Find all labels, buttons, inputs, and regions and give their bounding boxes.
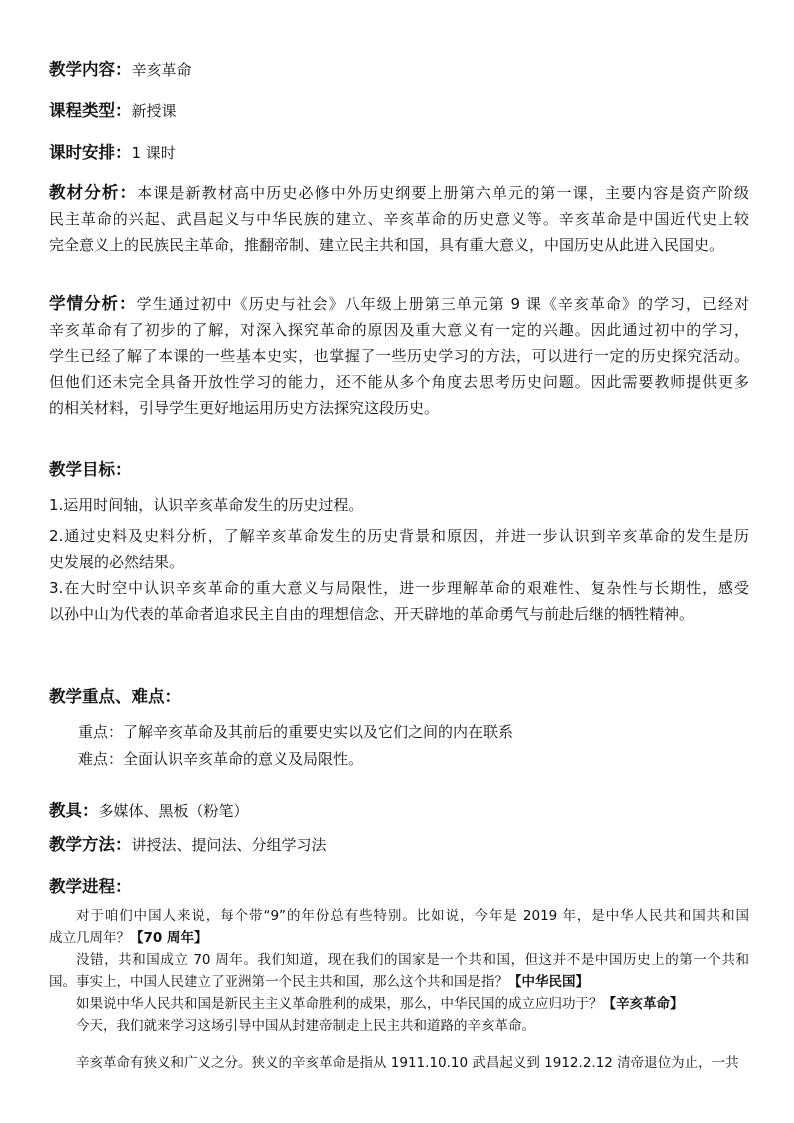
objectives-heading: 教学目标： [49,460,132,479]
process-line [49,927,749,949]
section-label: 学情分析： [49,294,137,313]
process-heading: 教学进程： [49,877,132,896]
field-tools [49,801,749,821]
process-question: 成立几周年？ [49,930,130,946]
process-line: 对于咱们中国人来说，每个带“9”的年份总有些特别。比如说，今年是 2019 年，是中华人民共和国共和国 [76,908,749,924]
paragraph-line: 的相关材料，引导学生更好地运用历史方法探究这段历史。 [49,399,440,417]
textbook-analysis [49,180,749,258]
process-paragraph [49,905,749,1037]
process-line: 没错，共和国成立 70 周年。我们知道，现在我们的国家是一个共和国，但这并不是中国历史上的第一个共和 [76,952,749,968]
paragraph-line: 民主革命的兴起、武昌起义与中华民族的建立、辛亥革命的历史意义等。辛亥革命是中国近代史上较 [49,210,749,228]
student-analysis [49,291,749,421]
field-label: 课程类型： [49,101,132,120]
field-value: 辛亥革命 [131,61,192,79]
process-answer: 【70 周年】 [130,930,208,946]
objective-item: 3.在大时空中认识辛亥革命的重大意义与局限性，进一步理解革命的艰难性、复杂性与长期性，感受 [49,579,749,597]
objective-item-cont: 史发展的必然结果。 [49,553,185,571]
field-label: 教具： [49,801,99,820]
process-question: 国。事实上，中国人民建立了亚洲第一个民主共和国，那么这个共和国是指？ [49,974,508,990]
field-value: 多媒体、黑板（粉笔） [98,802,249,820]
field-value: 1 课时 [131,144,176,162]
process-question: 如果说中华人民共和国是新民主主义革命胜利的成果，那么，中华民国的成立应归功于？ [76,996,603,1012]
paragraph-line: 辛亥革命有了初步的了解，对深入探究革命的原因及重大意义有一定的兴趣。因此通过初中的学习， [49,321,749,339]
process-answer: 【辛亥革命】 [602,996,684,1012]
process-line [49,993,749,1015]
objective-item: 1.运用时间轴，认识辛亥革命发生的历史过程。 [49,496,364,514]
paragraph-line [49,291,749,317]
field-teaching-content [49,60,749,80]
paragraph-line: 但他们还未完全具备开放性学习的能力，还不能从多个角度去思考历史问题。因此需要教师提供更多 [49,373,749,391]
paragraph-line: 完全意义上的民族民主革命，推翻帝制、建立民主共和国，具有重大意义，中国历史从此进入民国史。 [49,236,725,254]
paragraph-line [49,180,749,206]
paragraph-text: 本课是新教材高中历史必修中外历史纲要上册第六单元的第一课，主要内容是资产阶级 [137,184,749,202]
process-line: 今天，我们就来学习这场引导中国从封建帝制走上民主共和道路的辛亥革命。 [76,1018,535,1034]
field-methods [49,835,749,855]
objective-item: 2.通过史料及史料分析，了解辛亥革命发生的历史背景和原因，并进一步认识到辛亥革命的发生是历 [49,527,749,545]
field-schedule [49,143,749,163]
process-paragraph-2 [49,1052,749,1074]
field-label: 教学内容： [49,60,132,79]
objectives-list [49,492,749,627]
field-course-type [49,101,749,121]
paragraph-text: 学生通过初中《历史与社会》八年级上册第三单元第 9 课《辛亥革命》的学习，已经对 [136,295,750,313]
section-label: 教材分析： [49,183,138,202]
key-points-heading: 教学重点、难点： [49,687,181,706]
process-answer: 【中华民国】 [508,974,589,990]
field-label: 教学方法： [49,835,132,854]
field-label: 课时安排： [49,143,132,162]
paragraph-line: 学生已经了解了本课的一些基本史实，也掌握了一些历史学习的方法，可以进行一定的历史探究活动。 [49,347,749,365]
field-value: 讲授法、提问法、分组学习法 [131,836,327,854]
objective-item-cont: 以孙中山为代表的革命者追求民主自由的理想信念、开天辟地的革命勇气与前赴后继的牺牲精神。 [49,605,695,623]
key-point-focus: 重点：了解辛亥革命及其前后的重要史实以及它们之间的内在联系 [78,723,514,741]
key-point-difficulty: 难点：全面认识辛亥革命的意义及局限性。 [78,750,364,768]
process-line: 辛亥革命有狭义和广义之分。狭义的辛亥革命是指从 1911.10.10 武昌起义到 1912.2.12 清帝退位为止，一共 [76,1055,739,1071]
process-line [49,971,749,993]
field-value: 新授课 [131,102,177,120]
